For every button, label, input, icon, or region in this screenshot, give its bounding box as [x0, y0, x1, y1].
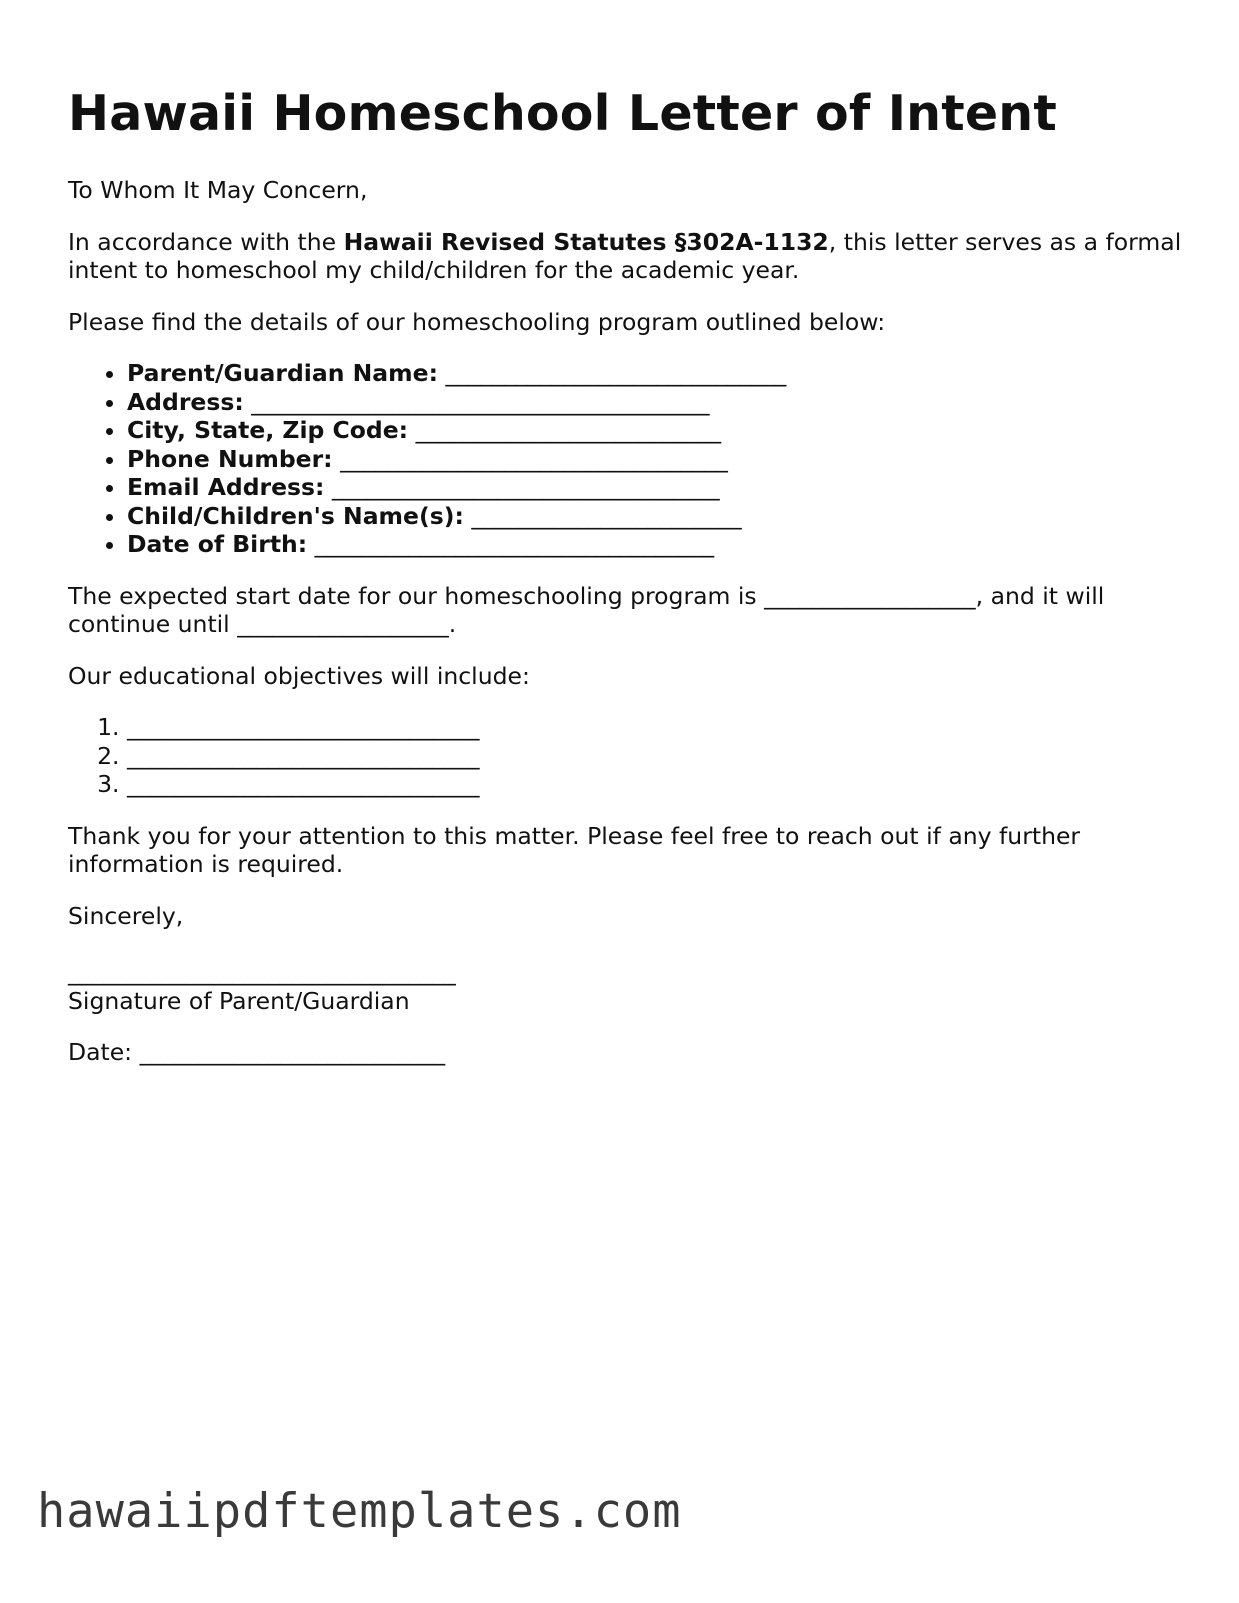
- detail-blank: _____________________________: [445, 359, 787, 387]
- detail-label: Date of Birth:: [127, 530, 308, 558]
- detail-city-state-zip: [127, 416, 1188, 445]
- dates-text-2: , and it will continue until: [68, 581, 1105, 638]
- date-line: [68, 1038, 1188, 1067]
- detail-email: [127, 473, 1188, 502]
- detail-label: Child/Children's Name(s):: [127, 501, 464, 530]
- page-title: Hawaii Homeschool Letter of Intent: [68, 85, 1057, 142]
- intro-paragraph: [68, 228, 1188, 285]
- detail-blank: _________________________________: [340, 444, 728, 473]
- objective-item: [127, 770, 1188, 799]
- detail-blank: _______________________________________: [251, 387, 710, 416]
- site-watermark: hawaiipdftemplates.com: [37, 1484, 682, 1539]
- signature-blank: _________________________________: [68, 958, 456, 986]
- detail-label: City, State, Zip Code:: [127, 416, 409, 444]
- detail-parent-name: [127, 359, 1188, 388]
- signature-label: Signature of Parent/Guardian: [68, 986, 410, 1015]
- detail-label: Email Address:: [127, 473, 325, 501]
- details-lead: Please find the details of our homeschooling program outlined below:: [68, 307, 886, 336]
- detail-blank: _______________________: [471, 501, 742, 530]
- objective-blank: ______________________________: [127, 741, 480, 770]
- objective-item: [127, 713, 1188, 742]
- dates-text-1: The expected start date for our homeschooling program is: [68, 581, 765, 610]
- objective-blank: ______________________________: [127, 770, 480, 798]
- details-list: [68, 359, 1188, 559]
- statute-reference: Hawaii Revised Statutes §302A-1132: [343, 227, 829, 256]
- start-date-blank: __________________: [764, 581, 976, 610]
- detail-address: [127, 388, 1188, 417]
- detail-label: Parent/Guardian Name:: [127, 359, 438, 387]
- detail-label: Phone Number:: [127, 444, 333, 473]
- thanks-paragraph: Thank you for your attention to this matter. Please feel free to reach out if any further information is required.: [68, 821, 1081, 878]
- date-label: Date:: [68, 1038, 140, 1066]
- detail-blank: __________________________: [415, 416, 722, 444]
- dates-text-3: .: [448, 610, 457, 638]
- objectives-list: [68, 713, 1188, 799]
- detail-date-of-birth: [127, 530, 1188, 559]
- intro-text-after: , this letter serves as a formal intent to homeschool my child/children for the academic year.: [68, 227, 1182, 284]
- closing: Sincerely,: [68, 901, 184, 930]
- letter-page: [68, 82, 1188, 1067]
- objectives-lead: Our educational objectives will include:: [68, 661, 530, 690]
- detail-phone: [127, 445, 1188, 474]
- dates-paragraph: [68, 582, 1188, 639]
- objective-blank: ______________________________: [127, 713, 480, 741]
- objective-item: [127, 742, 1188, 771]
- intro-text-before: In accordance with the: [68, 227, 344, 256]
- detail-label: Address:: [127, 387, 244, 416]
- detail-blank: _________________________________: [331, 473, 720, 501]
- end-date-blank: __________________: [237, 610, 449, 638]
- date-blank: __________________________: [139, 1038, 446, 1066]
- detail-child-names: [127, 502, 1188, 531]
- detail-blank: __________________________________: [314, 530, 715, 558]
- signature-line: [68, 958, 1188, 987]
- greeting: To Whom It May Concern,: [68, 176, 368, 204]
